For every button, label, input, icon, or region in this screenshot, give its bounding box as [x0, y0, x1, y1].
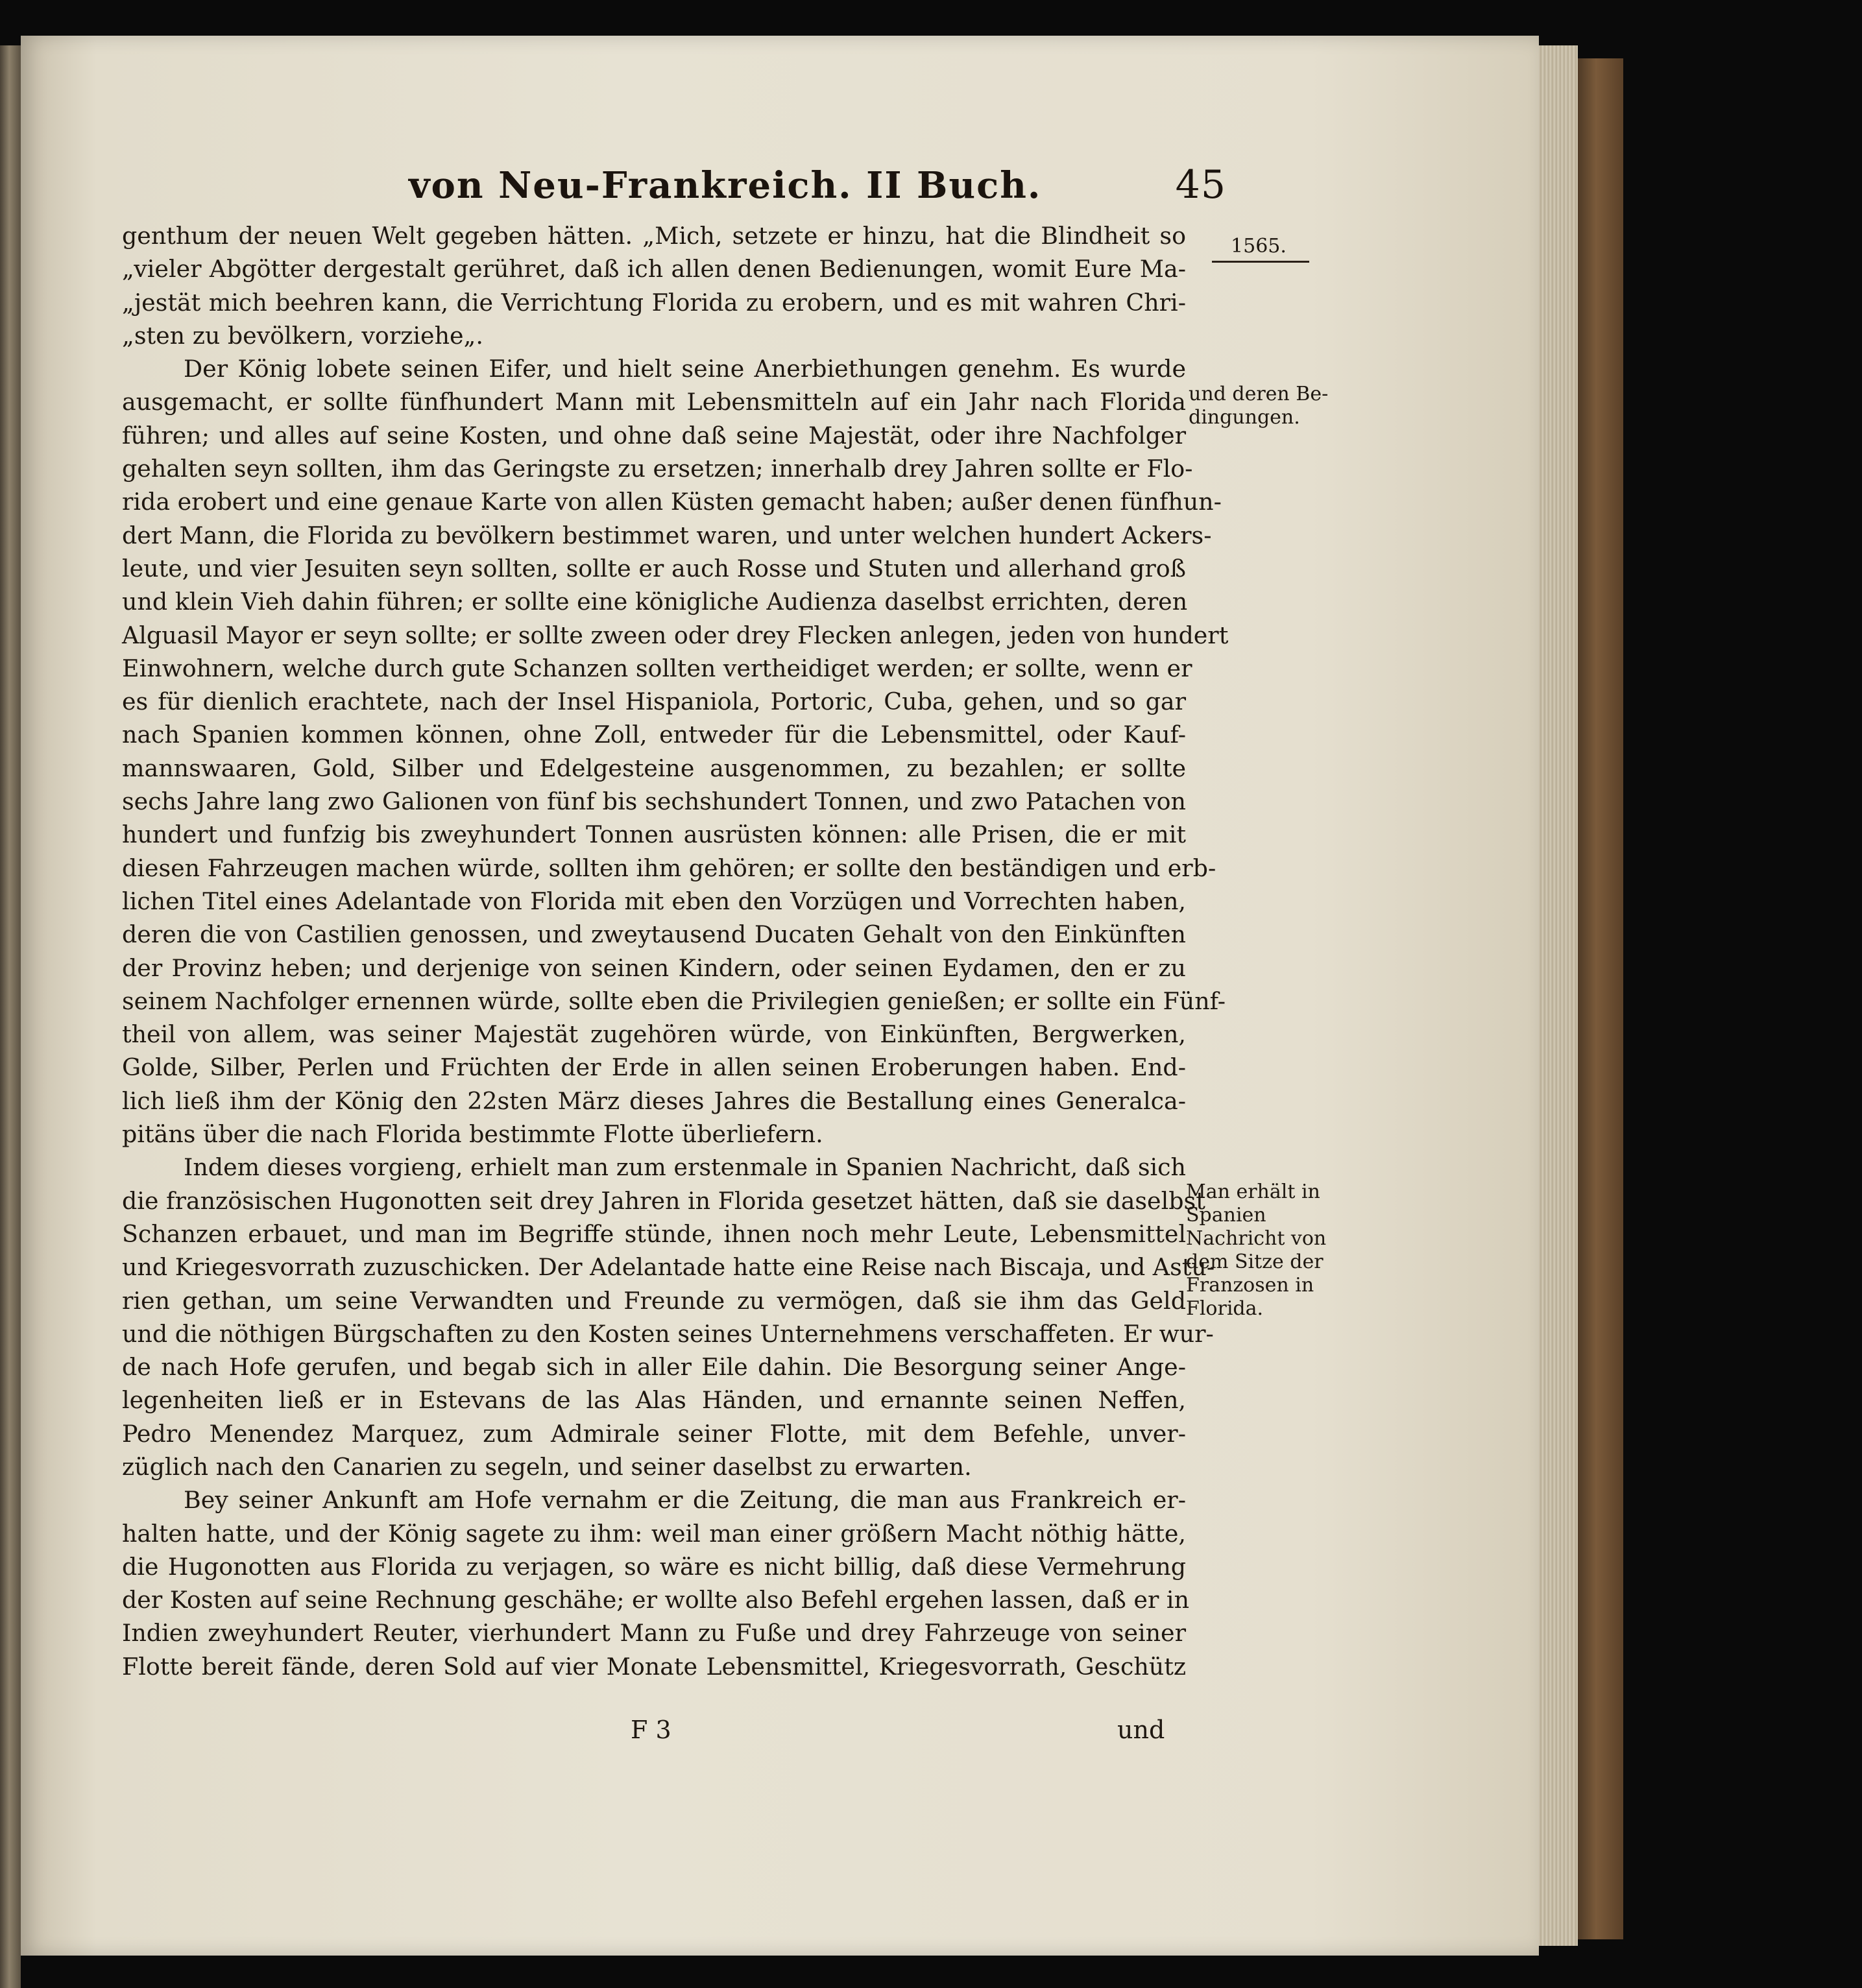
text-line: sechs Jahre lang zwo Galionen von fünf bis sechshundert Tonnen, und zwo Patachen von — [122, 787, 1186, 816]
text-line: leute, und vier Jesuiten seyn sollten, sollte er auch Rosse und Stuten und allerhand groß — [122, 554, 1186, 582]
text-line: genthum der neuen Welt gegeben hätten. „Mich, setzete er hinzu, hat die Blindheit so — [122, 222, 1186, 250]
text-line: hundert und funfzig bis zweyhundert Tonnen ausrüsten können: alle Prisen, die er mit — [122, 820, 1186, 849]
text-line: lichen Titel eines Adelantade von Florida mit eben den Vorzügen und Vorrechten haben, — [122, 887, 1186, 915]
page-edges — [1539, 45, 1578, 1946]
text-line: deren die von Castilien genossen, und zweytausend Ducaten Gehalt von den Einkünften — [122, 920, 1186, 949]
text-line: Indien zweyhundert Reuter, vierhundert Mann zu Fuße und drey Fahrzeuge von seiner — [122, 1619, 1186, 1647]
margin-note-line: dingungen. — [1189, 406, 1300, 429]
text-line: der Kosten auf seine Rechnung geschähe; er wollte also Befehl ergehen lassen, daß er in — [122, 1586, 1190, 1614]
text-line: „jestät mich beehren kann, die Verrichtung Florida zu erobern, und es mit wahren Chri- — [122, 288, 1186, 317]
margin-note-news — [1186, 1180, 1326, 1321]
text-line: Flotte bereit fände, deren Sold auf vier Monate Lebensmittel, Kriegesvorrath, Geschütz — [122, 1652, 1186, 1681]
text-line: und klein Vieh dahin führen; er sollte eine königliche Audienza daselbst errichten, deren — [122, 588, 1188, 616]
text-line: gehalten seyn sollten, ihm das Geringste zu ersetzen; innerhalb drey Jahren sollte er Flo- — [122, 455, 1193, 483]
text-line: Indem dieses vorgieng, erhielt man zum erstenmale in Spanien Nachricht, daß sich — [184, 1153, 1186, 1182]
text-line: Der König lobete seinen Eifer, und hielt seine Anerbiethungen genehm. Es wurde — [184, 355, 1186, 383]
text-line: lich ließ ihm der König den 22sten März dieses Jahres die Bestallung eines Generalca- — [122, 1086, 1186, 1115]
text-line: Golde, Silber, Perlen und Früchten der Erde in allen seinen Eroberungen haben. End- — [122, 1053, 1186, 1082]
page-number: 45 — [1175, 162, 1226, 208]
text-line: Pedro Menendez Marquez, zum Admirale seiner Flotte, mit dem Befehle, unver- — [122, 1419, 1186, 1448]
text-line: halten hatte, und der König sagete zu ihm: weil man einer größern Macht nöthig hätte, — [122, 1519, 1186, 1548]
running-head-title: von Neu-Frankreich. II Buch. — [409, 164, 1042, 207]
margin-note-line: Man erhält in — [1186, 1180, 1320, 1203]
margin-note-line: dem Sitze der — [1186, 1251, 1324, 1273]
text-line: die französischen Hugonotten seit drey Jahren in Florida gesetzet hätten, daß sie daselbst — [122, 1186, 1205, 1215]
text-line: de nach Hofe gerufen, und begab sich in aller Eile dahin. Die Besorgung seiner Ange- — [122, 1353, 1186, 1382]
text-line: „vieler Abgötter dergestalt gerühret, daß ich allen denen Bedienungen, womit Eure Ma- — [122, 255, 1186, 283]
text-line: legenheiten ließ er in Estevans de las Alas Händen, und ernannte seinen Neffen, — [122, 1386, 1186, 1415]
text-line: es für dienlich erachtete, nach der Insel Hispaniola, Portoric, Cuba, gehen, und so gar — [122, 688, 1186, 716]
text-line: rida erobert und eine genaue Karte von allen Küsten gemacht haben; außer denen fünfhun- — [122, 488, 1222, 516]
signature-mark: F 3 — [631, 1716, 671, 1744]
text-line: mannswaaren, Gold, Silber und Edelgesteine ausgenommen, zu bezahlen; er sollte — [122, 754, 1186, 782]
text-line: Schanzen erbauet, und man im Begriffe stünde, ihnen noch mehr Leute, Lebensmittel — [122, 1219, 1186, 1248]
text-line: züglich nach den Canarien zu segeln, und seiner daselbst zu erwarten. — [122, 1452, 972, 1481]
text-line: und die nöthigen Bürgschaften zu den Kosten seines Unternehmens verschaffeten. Er wur- — [122, 1319, 1214, 1348]
book-cover — [1578, 58, 1623, 1939]
catchword: und — [1117, 1716, 1165, 1744]
book-left-page-edge — [0, 45, 21, 1988]
text-line: führen; und alles auf seine Kosten, und ohne daß seine Majestät, oder ihre Nachfolger — [122, 421, 1186, 449]
text-line: Bey seiner Ankunft am Hofe vernahm er die Zeitung, die man aus Frankreich er- — [184, 1486, 1186, 1515]
text-line: seinem Nachfolger ernennen würde, sollte eben die Privilegien genießen; er sollte ein Fünf- — [122, 987, 1226, 1015]
text-line: theil von allem, was seiner Majestät zugehören würde, von Einkünften, Bergwerken, — [122, 1020, 1186, 1049]
margin-note-line: und deren Be- — [1189, 383, 1329, 405]
margin-note-line: Florida. — [1186, 1297, 1264, 1320]
margin-note-line: Nachricht von — [1186, 1227, 1327, 1250]
text-line: nach Spanien kommen können, ohne Zoll, entweder für die Lebensmittel, oder Kauf- — [122, 721, 1186, 749]
margin-year-rule — [1212, 261, 1309, 263]
text-line: rien gethan, um seine Verwandten und Freunde zu vermögen, daß sie ihm das Geld — [122, 1286, 1186, 1315]
text-line: der Provinz heben; und derjenige von seinen Kindern, oder seinen Eydamen, den er zu — [122, 953, 1186, 982]
text-line: die Hugonotten aus Florida zu verjagen, so wäre es nicht billig, daß diese Vermehrung — [122, 1552, 1186, 1581]
running-head — [409, 162, 1226, 208]
text-line: dert Mann, die Florida zu bevölkern bestimmet waren, und unter welchen hundert Ackers- — [122, 521, 1212, 549]
margin-year: 1565. — [1231, 235, 1287, 257]
text-line: Alguasil Mayor er seyn sollte; er sollte zween oder drey Flecken anlegen, jeden von hundert — [122, 621, 1229, 649]
text-line: pitäns über die nach Florida bestimmte Flotte überliefern. — [122, 1120, 823, 1149]
text-line: „sten zu bevölkern, vorziehe„. — [122, 321, 483, 350]
text-line: ausgemacht, er sollte fünfhundert Mann mit Lebensmitteln auf ein Jahr nach Florida — [122, 388, 1186, 416]
margin-note-line: Spanien — [1186, 1204, 1266, 1227]
margin-note-line: Franzosen in — [1186, 1274, 1314, 1297]
text-line: diesen Fahrzeugen machen würde, sollten ihm gehören; er sollte den beständigen und erb- — [122, 854, 1216, 882]
text-line: und Kriegesvorrath zuzuschicken. Der Adelantade hatte eine Reise nach Biscaja, und Astu- — [122, 1253, 1215, 1282]
margin-note-conditions — [1189, 383, 1328, 429]
body-text — [122, 219, 1229, 1683]
text-line: Einwohnern, welche durch gute Schanzen sollten vertheidiget werden; er sollte, wenn er — [122, 654, 1192, 682]
